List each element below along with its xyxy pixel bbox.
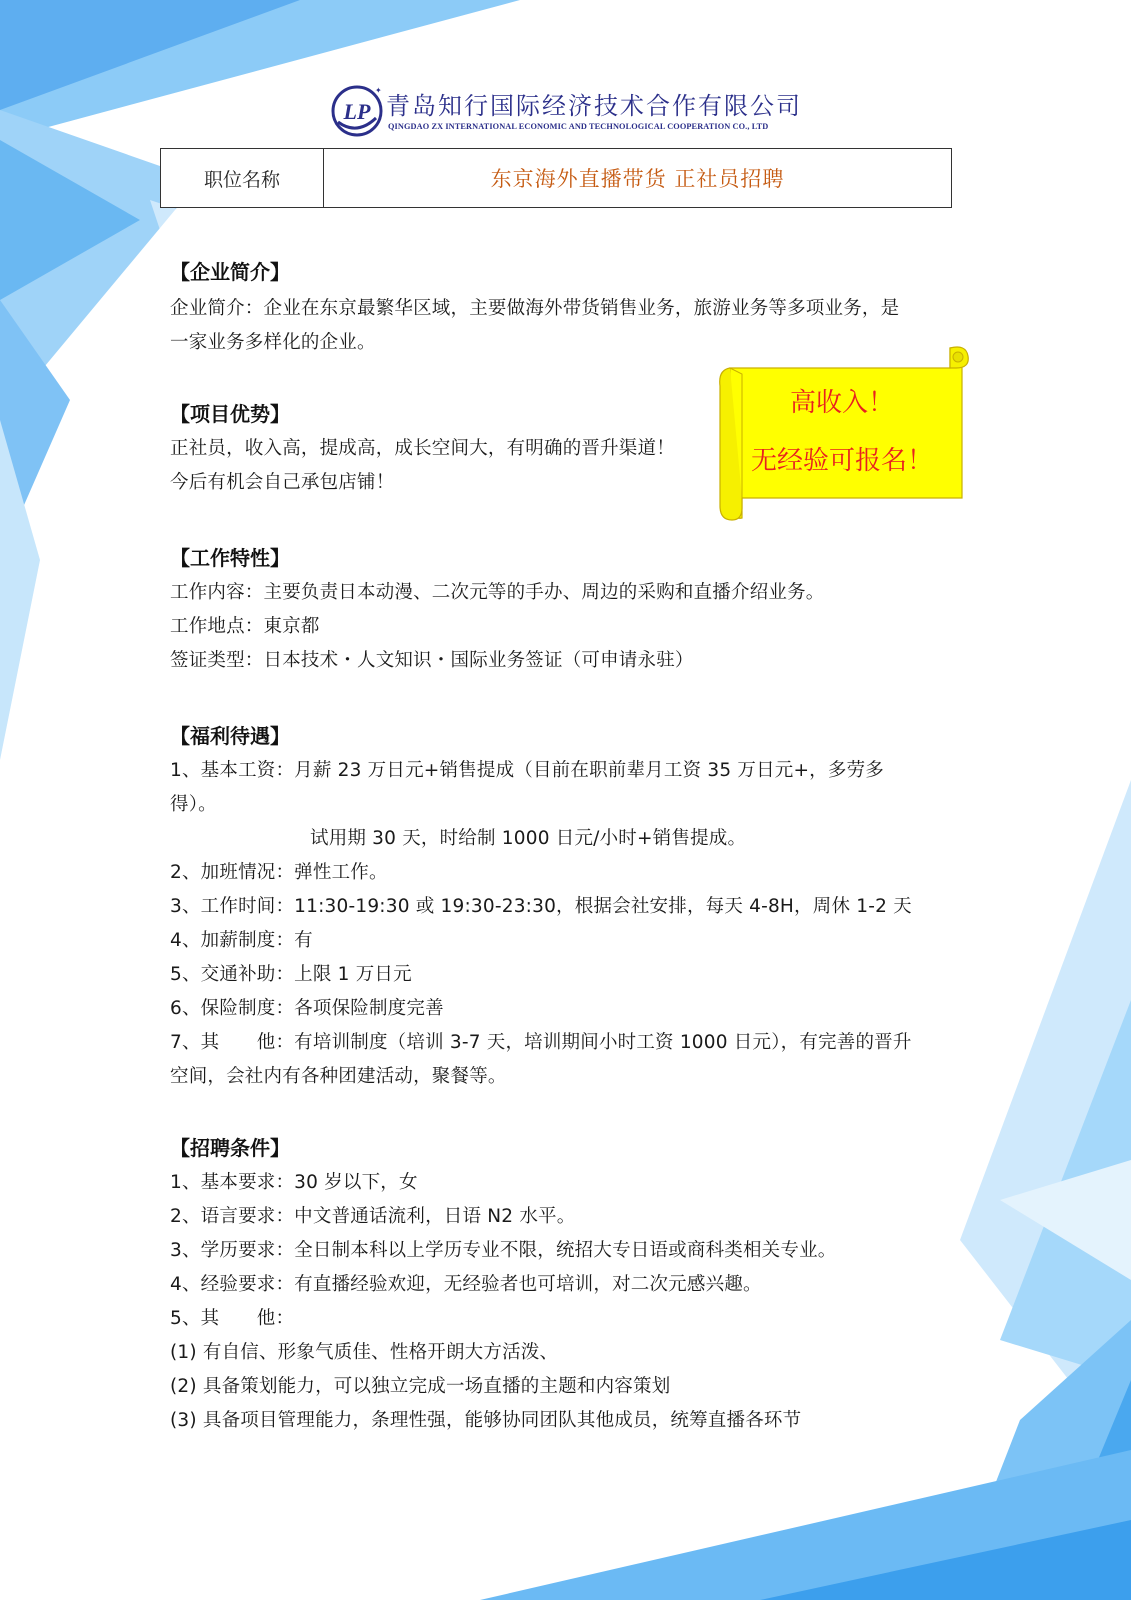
benefit-line: 得）。 (170, 794, 217, 815)
scroll-shape-icon (718, 346, 980, 522)
requirement-line: (2) 具备策划能力，可以独立完成一场直播的主题和内容策划 (170, 1376, 671, 1397)
section-title-requirements: 【招聘条件】 (170, 1136, 290, 1160)
section-title-work: 【工作特性】 (170, 546, 290, 570)
position-label: 职位名称 (161, 149, 324, 207)
section-title-intro: 【企业简介】 (170, 260, 290, 284)
requirement-line: 2、语言要求：中文普通话流利，日语 N2 水平。 (170, 1206, 576, 1227)
banner-line-no-experience: 无经验可报名！ (750, 446, 933, 476)
benefit-line: 4、加薪制度：有 (170, 930, 313, 951)
company-name-cn: 青岛知行国际经济技术合作有限公司 (386, 92, 802, 120)
work-line: 工作内容：主要负责日本动漫、二次元等的手办、周边的采购和直播介绍业务。 (170, 582, 825, 603)
benefit-line: 2、加班情况：弹性工作。 (170, 862, 388, 883)
work-line: 签证类型：日本技术・人文知识・国际业务签证（可申请永驻） (170, 650, 694, 671)
requirement-line: (3) 具备项目管理能力，条理性强，能够协同团队其他成员，统筹直播各环节 (170, 1410, 802, 1431)
benefit-line: 7、其 他：有培训制度（培训 3-7 天，培训期间小时工资 1000 日元），有完善的晋升 (170, 1032, 912, 1053)
company-name-en: QINGDAO ZX INTERNATIONAL ECONOMIC AND TECHNOLOGICAL COOPERATION CO., LTD (388, 122, 769, 131)
advantage-line: 今后有机会自己承包店铺！ (170, 472, 395, 493)
advantage-line: 正社员，收入高，提成高，成长空间大，有明确的晋升渠道！ (170, 438, 675, 459)
intro-line: 一家业务多样化的企业。 (170, 332, 376, 353)
benefit-line: 空间，会社内有各种团建活动，聚餐等。 (170, 1066, 507, 1087)
work-line: 工作地点：東京都 (170, 616, 320, 637)
requirement-line: 3、学历要求：全日制本科以上学历专业不限，统招大专日语或商科类相关专业。 (170, 1240, 837, 1261)
benefit-line: 试用期 30 天，时给制 1000 日元/小时+销售提成。 (310, 828, 747, 849)
banner-line-high-income: 高收入！ (789, 388, 894, 418)
logo-badge-icon (330, 84, 384, 138)
section-title-benefits: 【福利待遇】 (170, 724, 290, 748)
benefit-line: 5、交通补助：上限 1 万日元 (170, 964, 412, 985)
benefit-line: 3、工作时间：11:30-19:30 或 19:30-23:30，根据会社安排，每天 4-8H，周休 1-2 天 (170, 896, 912, 917)
benefit-line: 6、保险制度：各项保险制度完善 (170, 998, 444, 1019)
svg-text:✦: ✦ (375, 86, 382, 95)
logo-initials: LP (343, 99, 371, 124)
position-value: 东京海外直播带货 正社员招聘 (490, 167, 785, 191)
requirement-line: (1) 有自信、形象气质佳、性格开朗大方活泼、 (170, 1342, 559, 1363)
requirement-line: 1、基本要求：30 岁以下，女 (170, 1172, 418, 1193)
section-title-advantages: 【项目优势】 (170, 402, 290, 426)
requirement-line: 4、经验要求：有直播经验欢迎，无经验者也可培训，对二次元感兴趣。 (170, 1274, 762, 1295)
requirement-line: 5、其 他： (170, 1308, 295, 1329)
highlight-scroll-banner (718, 346, 980, 522)
company-logo (330, 82, 810, 144)
position-table (160, 148, 952, 208)
benefit-line: 1、基本工资：月薪 23 万日元+销售提成（目前在职前辈月工资 35 万日元+，多劳多 (170, 760, 884, 781)
intro-line: 企业简介：企业在东京最繁华区域，主要做海外带货销售业务，旅游业务等多项业务，是 (170, 298, 900, 319)
